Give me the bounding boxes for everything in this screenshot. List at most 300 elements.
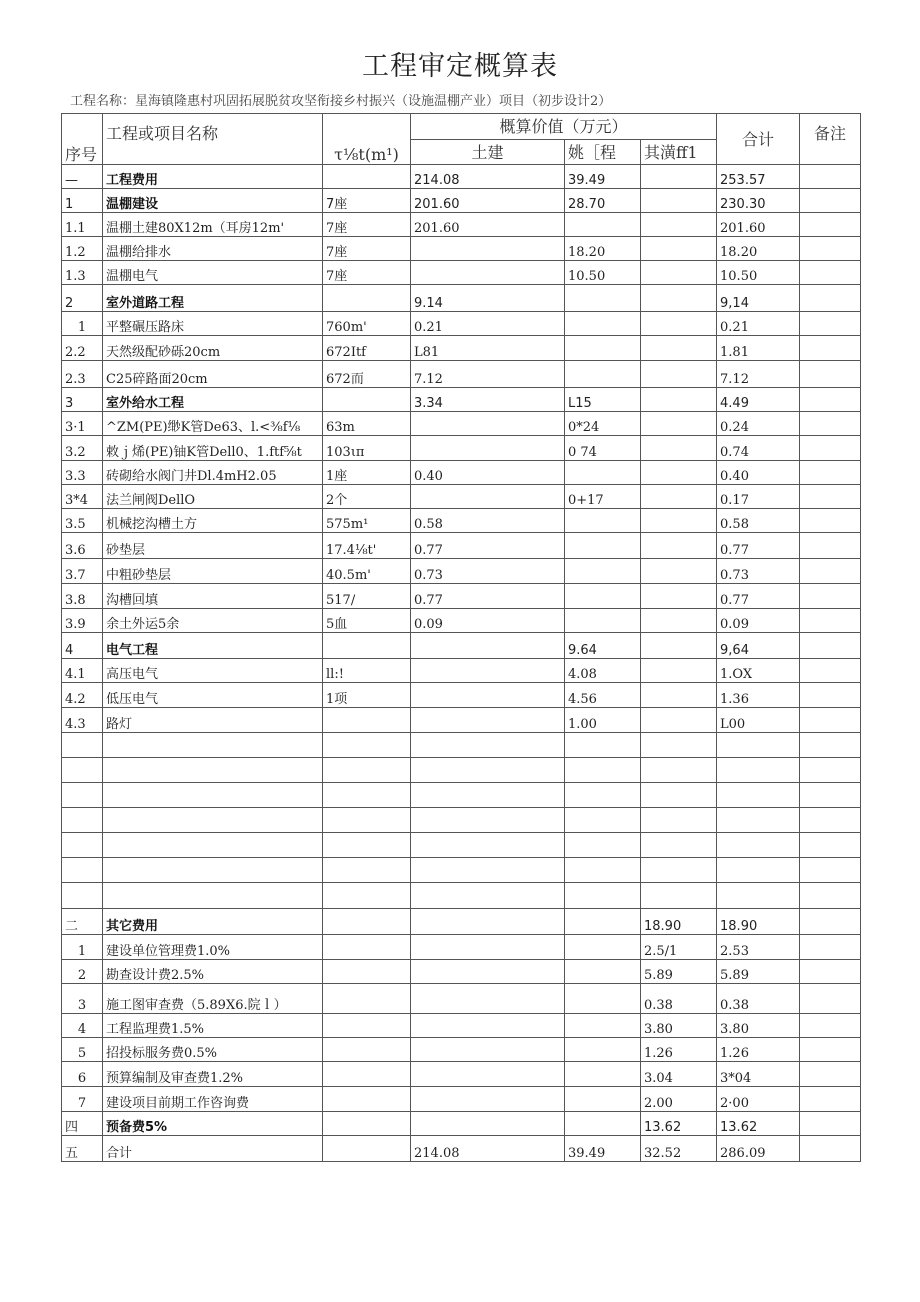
cell-qty: 2个 bbox=[323, 485, 411, 509]
cell-total: 9,64 bbox=[717, 633, 800, 659]
cell-other bbox=[641, 733, 717, 758]
table-row bbox=[62, 1038, 861, 1062]
table-row bbox=[62, 237, 861, 261]
cell-qty bbox=[323, 633, 411, 659]
cell-qty bbox=[323, 833, 411, 858]
cell-civil bbox=[411, 808, 565, 833]
table-row bbox=[62, 783, 861, 808]
table-row bbox=[62, 984, 861, 1014]
cell-qty bbox=[323, 388, 411, 412]
cell-seq: 3·1 bbox=[62, 412, 103, 436]
cell-seq: 2.3 bbox=[62, 361, 103, 388]
cell-name: 勘查设计费2.5% bbox=[103, 960, 323, 984]
table-row bbox=[62, 935, 861, 960]
cell-other bbox=[641, 461, 717, 485]
cell-install bbox=[565, 1112, 641, 1136]
cell-remark bbox=[800, 883, 861, 909]
cell-seq: 3 bbox=[62, 388, 103, 412]
cell-total: 0.77 bbox=[717, 533, 800, 559]
cell-other bbox=[641, 312, 717, 336]
cell-install bbox=[565, 808, 641, 833]
cell-install bbox=[565, 909, 641, 935]
project-name: 工程名称：星海镇隆惠村巩固拓展脱贫攻坚衔接乡村振兴（设施温棚产业）项目（初步设计2） bbox=[70, 94, 612, 109]
cell-remark bbox=[800, 1038, 861, 1062]
cell-total: 0.24 bbox=[717, 412, 800, 436]
table-row bbox=[62, 412, 861, 436]
cell-seq: 7 bbox=[62, 1087, 103, 1112]
cell-total: 18.90 bbox=[717, 909, 800, 935]
cell-seq bbox=[62, 758, 103, 783]
cell-total: 3*04 bbox=[717, 1062, 800, 1087]
cell-total bbox=[717, 733, 800, 758]
cell-qty: 63m bbox=[323, 412, 411, 436]
cell-total: 2·00 bbox=[717, 1087, 800, 1112]
cell-seq: 2 bbox=[62, 285, 103, 312]
cell-install: 39.49 bbox=[565, 1136, 641, 1162]
cell-name: 砖砌给水阀门井Dl.4mH2.05 bbox=[103, 461, 323, 485]
cell-name: 温棚建设 bbox=[103, 189, 323, 213]
cell-total: L00 bbox=[717, 708, 800, 733]
cell-total: 0.17 bbox=[717, 485, 800, 509]
cell-remark bbox=[800, 758, 861, 783]
cell-total: 0.77 bbox=[717, 584, 800, 609]
table-row bbox=[62, 708, 861, 733]
table-row bbox=[62, 189, 861, 213]
cell-remark bbox=[800, 189, 861, 213]
cell-qty bbox=[323, 285, 411, 312]
cell-install: 1.00 bbox=[565, 708, 641, 733]
cell-name: 室外给水工程 bbox=[103, 388, 323, 412]
cell-remark bbox=[800, 833, 861, 858]
cell-civil bbox=[411, 1112, 565, 1136]
cell-other: 0.38 bbox=[641, 984, 717, 1014]
cell-name: 高压电气 bbox=[103, 659, 323, 683]
cell-qty: 1座 bbox=[323, 461, 411, 485]
cell-seq bbox=[62, 783, 103, 808]
table-row bbox=[62, 1062, 861, 1087]
cell-other bbox=[641, 584, 717, 609]
cell-name: 建设项目前期工作咨询费 bbox=[103, 1087, 323, 1112]
cell-seq: 3.8 bbox=[62, 584, 103, 609]
cell-civil: 0.21 bbox=[411, 312, 565, 336]
cell-remark bbox=[800, 609, 861, 633]
cell-remark bbox=[800, 485, 861, 509]
cell-total: 0.21 bbox=[717, 312, 800, 336]
cell-remark bbox=[800, 633, 861, 659]
estimate-table bbox=[61, 113, 861, 1162]
cell-install bbox=[565, 883, 641, 909]
cell-total: 9,14 bbox=[717, 285, 800, 312]
cell-seq: 3.9 bbox=[62, 609, 103, 633]
cell-total: 18.20 bbox=[717, 237, 800, 261]
table-row bbox=[62, 485, 861, 509]
cell-civil bbox=[411, 984, 565, 1014]
cell-qty bbox=[323, 1136, 411, 1162]
cell-total: 0.38 bbox=[717, 984, 800, 1014]
cell-seq: 1.2 bbox=[62, 237, 103, 261]
cell-qty: 103ιπ bbox=[323, 436, 411, 461]
cell-remark bbox=[800, 336, 861, 361]
cell-name: 低压电气 bbox=[103, 683, 323, 708]
cell-civil bbox=[411, 261, 565, 285]
header-qty: τ⅛t(m¹) bbox=[323, 114, 411, 165]
cell-seq: 4 bbox=[62, 633, 103, 659]
cell-total bbox=[717, 808, 800, 833]
table-row bbox=[62, 609, 861, 633]
header-other: 其潢ff1 bbox=[641, 140, 717, 165]
cell-install bbox=[565, 758, 641, 783]
cell-other: 32.52 bbox=[641, 1136, 717, 1162]
cell-remark bbox=[800, 559, 861, 584]
header-total: 合计 bbox=[717, 114, 800, 165]
cell-name bbox=[103, 858, 323, 883]
cell-qty: ll:! bbox=[323, 659, 411, 683]
cell-total bbox=[717, 758, 800, 783]
cell-civil bbox=[411, 436, 565, 461]
cell-install bbox=[565, 1038, 641, 1062]
cell-name: 室外道路工程 bbox=[103, 285, 323, 312]
cell-civil bbox=[411, 909, 565, 935]
cell-name: 电气工程 bbox=[103, 633, 323, 659]
cell-civil: 9.14 bbox=[411, 285, 565, 312]
cell-name: 平整碾压路床 bbox=[103, 312, 323, 336]
cell-name: 预备费5% bbox=[103, 1112, 323, 1136]
cell-qty bbox=[323, 708, 411, 733]
table-row bbox=[62, 808, 861, 833]
cell-total: 0.74 bbox=[717, 436, 800, 461]
cell-install: L15 bbox=[565, 388, 641, 412]
cell-install bbox=[565, 1062, 641, 1087]
cell-total: 0.58 bbox=[717, 509, 800, 533]
cell-install bbox=[565, 312, 641, 336]
table-row bbox=[62, 165, 861, 189]
cell-seq: 3.6 bbox=[62, 533, 103, 559]
cell-other bbox=[641, 533, 717, 559]
cell-seq: 2 bbox=[62, 960, 103, 984]
cell-other: 5.89 bbox=[641, 960, 717, 984]
header-install: 姚［程 bbox=[565, 140, 641, 165]
cell-qty: 7座 bbox=[323, 189, 411, 213]
cell-install bbox=[565, 509, 641, 533]
cell-name: 招投标服务费0.5% bbox=[103, 1038, 323, 1062]
cell-seq: 1.3 bbox=[62, 261, 103, 285]
table-row bbox=[62, 833, 861, 858]
cell-civil bbox=[411, 412, 565, 436]
cell-civil: 0.77 bbox=[411, 533, 565, 559]
cell-seq: 五 bbox=[62, 1136, 103, 1162]
cell-seq: 3*4 bbox=[62, 485, 103, 509]
cell-remark bbox=[800, 261, 861, 285]
cell-other bbox=[641, 165, 717, 189]
cell-install: 9.64 bbox=[565, 633, 641, 659]
cell-install bbox=[565, 361, 641, 388]
cell-install bbox=[565, 858, 641, 883]
cell-total: 286.09 bbox=[717, 1136, 800, 1162]
cell-other bbox=[641, 336, 717, 361]
cell-seq: 四 bbox=[62, 1112, 103, 1136]
cell-seq: 6 bbox=[62, 1062, 103, 1087]
cell-civil bbox=[411, 935, 565, 960]
cell-qty bbox=[323, 984, 411, 1014]
cell-total: 1.36 bbox=[717, 683, 800, 708]
cell-name: 工程费用 bbox=[103, 165, 323, 189]
cell-civil: 214.08 bbox=[411, 1136, 565, 1162]
cell-civil bbox=[411, 1038, 565, 1062]
table-row bbox=[62, 533, 861, 559]
cell-name bbox=[103, 833, 323, 858]
cell-total: 1.26 bbox=[717, 1038, 800, 1062]
cell-name bbox=[103, 733, 323, 758]
cell-remark bbox=[800, 909, 861, 935]
cell-civil: 0.77 bbox=[411, 584, 565, 609]
cell-total: 10.50 bbox=[717, 261, 800, 285]
cell-seq bbox=[62, 833, 103, 858]
cell-name: 天然级配砂砾20cm bbox=[103, 336, 323, 361]
cell-total bbox=[717, 833, 800, 858]
cell-other bbox=[641, 833, 717, 858]
table-row bbox=[62, 1112, 861, 1136]
cell-name: 机械挖沟槽土方 bbox=[103, 509, 323, 533]
cell-name: 敕ｊ烯(PE)铀K管Dell0、1.ftf⅝t bbox=[103, 436, 323, 461]
cell-install bbox=[565, 461, 641, 485]
cell-name: 预算编制及审查费1.2% bbox=[103, 1062, 323, 1087]
cell-name: 温棚给排水 bbox=[103, 237, 323, 261]
cell-remark bbox=[800, 361, 861, 388]
table-row bbox=[62, 336, 861, 361]
cell-qty bbox=[323, 783, 411, 808]
cell-other: 1.26 bbox=[641, 1038, 717, 1062]
cell-remark bbox=[800, 237, 861, 261]
cell-qty: 517/ bbox=[323, 584, 411, 609]
cell-other: 2.00 bbox=[641, 1087, 717, 1112]
cell-total: 5.89 bbox=[717, 960, 800, 984]
cell-total: 0.40 bbox=[717, 461, 800, 485]
cell-remark bbox=[800, 683, 861, 708]
cell-seq: 3.5 bbox=[62, 509, 103, 533]
cell-seq bbox=[62, 733, 103, 758]
table-row bbox=[62, 461, 861, 485]
cell-other: 3.80 bbox=[641, 1014, 717, 1038]
cell-name: 余土外运5余 bbox=[103, 609, 323, 633]
cell-install: 10.50 bbox=[565, 261, 641, 285]
cell-other bbox=[641, 509, 717, 533]
cell-civil bbox=[411, 237, 565, 261]
cell-install: 18.20 bbox=[565, 237, 641, 261]
cell-seq bbox=[62, 808, 103, 833]
cell-name: 温棚电气 bbox=[103, 261, 323, 285]
cell-civil: 0.09 bbox=[411, 609, 565, 633]
cell-remark bbox=[800, 1112, 861, 1136]
cell-total: 0.09 bbox=[717, 609, 800, 633]
cell-remark bbox=[800, 733, 861, 758]
cell-civil bbox=[411, 683, 565, 708]
cell-remark bbox=[800, 436, 861, 461]
cell-civil: 7.12 bbox=[411, 361, 565, 388]
cell-install bbox=[565, 285, 641, 312]
cell-seq: 3 bbox=[62, 984, 103, 1014]
cell-install bbox=[565, 960, 641, 984]
cell-seq: 4.1 bbox=[62, 659, 103, 683]
cell-remark bbox=[800, 1136, 861, 1162]
cell-total bbox=[717, 883, 800, 909]
cell-qty: 672Itf bbox=[323, 336, 411, 361]
cell-total: 3.80 bbox=[717, 1014, 800, 1038]
cell-qty: 672而 bbox=[323, 361, 411, 388]
cell-install bbox=[565, 733, 641, 758]
cell-other bbox=[641, 388, 717, 412]
cell-qty: 5血 bbox=[323, 609, 411, 633]
cell-seq: 1 bbox=[62, 312, 103, 336]
table-row bbox=[62, 633, 861, 659]
cell-civil bbox=[411, 1062, 565, 1087]
table-row bbox=[62, 584, 861, 609]
cell-install bbox=[565, 833, 641, 858]
cell-other bbox=[641, 213, 717, 237]
cell-install bbox=[565, 935, 641, 960]
cell-civil: 201.60 bbox=[411, 189, 565, 213]
cell-install bbox=[565, 1087, 641, 1112]
cell-install bbox=[565, 984, 641, 1014]
cell-remark bbox=[800, 1087, 861, 1112]
cell-remark bbox=[800, 388, 861, 412]
cell-civil bbox=[411, 783, 565, 808]
cell-install: 0*24 bbox=[565, 412, 641, 436]
cell-install: 39.49 bbox=[565, 165, 641, 189]
cell-seq: 2.2 bbox=[62, 336, 103, 361]
cell-install bbox=[565, 783, 641, 808]
header-value-group: 概算价值（万元） bbox=[411, 114, 717, 140]
table-row bbox=[62, 509, 861, 533]
cell-seq: 二 bbox=[62, 909, 103, 935]
cell-qty: 7座 bbox=[323, 261, 411, 285]
cell-name: 法兰闸阀DellO bbox=[103, 485, 323, 509]
cell-qty bbox=[323, 1112, 411, 1136]
cell-qty bbox=[323, 858, 411, 883]
cell-civil bbox=[411, 1014, 565, 1038]
table-row bbox=[62, 436, 861, 461]
cell-remark bbox=[800, 960, 861, 984]
cell-other bbox=[641, 559, 717, 584]
cell-other bbox=[641, 708, 717, 733]
cell-total: 230.30 bbox=[717, 189, 800, 213]
cell-install bbox=[565, 1014, 641, 1038]
cell-other bbox=[641, 609, 717, 633]
cell-remark bbox=[800, 808, 861, 833]
table-row bbox=[62, 388, 861, 412]
cell-other bbox=[641, 189, 717, 213]
cell-other: 3.04 bbox=[641, 1062, 717, 1087]
cell-qty bbox=[323, 1038, 411, 1062]
cell-remark bbox=[800, 935, 861, 960]
cell-other: 18.90 bbox=[641, 909, 717, 935]
cell-civil: 0.73 bbox=[411, 559, 565, 584]
cell-install bbox=[565, 609, 641, 633]
cell-remark bbox=[800, 858, 861, 883]
cell-name: C25碎路面20cm bbox=[103, 361, 323, 388]
cell-seq: 1 bbox=[62, 935, 103, 960]
table-row bbox=[62, 559, 861, 584]
cell-remark bbox=[800, 312, 861, 336]
cell-name: 砂垫层 bbox=[103, 533, 323, 559]
cell-name bbox=[103, 808, 323, 833]
table-row bbox=[62, 659, 861, 683]
cell-remark bbox=[800, 783, 861, 808]
cell-name: 工程监理费1.5% bbox=[103, 1014, 323, 1038]
cell-civil bbox=[411, 633, 565, 659]
cell-name: 其它费用 bbox=[103, 909, 323, 935]
cell-install: 0+17 bbox=[565, 485, 641, 509]
cell-qty bbox=[323, 909, 411, 935]
cell-civil bbox=[411, 883, 565, 909]
cell-install: 0 74 bbox=[565, 436, 641, 461]
cell-other bbox=[641, 412, 717, 436]
cell-civil bbox=[411, 758, 565, 783]
cell-seq bbox=[62, 883, 103, 909]
table-row bbox=[62, 733, 861, 758]
cell-name: ^ZM(PE)缈K管De63、l.<⅜f⅛ bbox=[103, 412, 323, 436]
cell-other bbox=[641, 783, 717, 808]
table-row bbox=[62, 361, 861, 388]
cell-seq: 4.3 bbox=[62, 708, 103, 733]
table-row bbox=[62, 285, 861, 312]
cell-seq: — bbox=[62, 165, 103, 189]
cell-remark bbox=[800, 412, 861, 436]
table-row bbox=[62, 312, 861, 336]
cell-qty: 760m' bbox=[323, 312, 411, 336]
cell-qty: 7座 bbox=[323, 213, 411, 237]
table-row bbox=[62, 1136, 861, 1162]
header-seq: 序号 bbox=[62, 114, 103, 165]
cell-remark bbox=[800, 213, 861, 237]
cell-total: 201.60 bbox=[717, 213, 800, 237]
cell-name bbox=[103, 883, 323, 909]
cell-civil: L81 bbox=[411, 336, 565, 361]
cell-other bbox=[641, 361, 717, 388]
table-row bbox=[62, 213, 861, 237]
cell-qty: 7座 bbox=[323, 237, 411, 261]
cell-install: 4.08 bbox=[565, 659, 641, 683]
table-row bbox=[62, 1087, 861, 1112]
cell-qty bbox=[323, 1014, 411, 1038]
cell-qty: 17.4⅛t' bbox=[323, 533, 411, 559]
cell-civil bbox=[411, 708, 565, 733]
cell-total: 7.12 bbox=[717, 361, 800, 388]
table-row bbox=[62, 858, 861, 883]
cell-name: 建设单位管理费1.0% bbox=[103, 935, 323, 960]
cell-total: 253.57 bbox=[717, 165, 800, 189]
cell-qty: 575m¹ bbox=[323, 509, 411, 533]
cell-qty bbox=[323, 960, 411, 984]
cell-install: 28.70 bbox=[565, 189, 641, 213]
cell-remark bbox=[800, 461, 861, 485]
cell-other bbox=[641, 683, 717, 708]
cell-civil: 0.40 bbox=[411, 461, 565, 485]
cell-remark bbox=[800, 1062, 861, 1087]
cell-name bbox=[103, 758, 323, 783]
cell-remark bbox=[800, 165, 861, 189]
cell-name: 施工图审查费（5.89X6.院ｌ） bbox=[103, 984, 323, 1014]
cell-remark bbox=[800, 984, 861, 1014]
cell-seq: 1 bbox=[62, 189, 103, 213]
cell-total: 4.49 bbox=[717, 388, 800, 412]
cell-remark bbox=[800, 1014, 861, 1038]
cell-name: 路灯 bbox=[103, 708, 323, 733]
cell-total: 1.OX bbox=[717, 659, 800, 683]
cell-install bbox=[565, 213, 641, 237]
page-title: 工程审定概算表 bbox=[362, 51, 558, 82]
cell-seq: 3.2 bbox=[62, 436, 103, 461]
cell-install: 4.56 bbox=[565, 683, 641, 708]
